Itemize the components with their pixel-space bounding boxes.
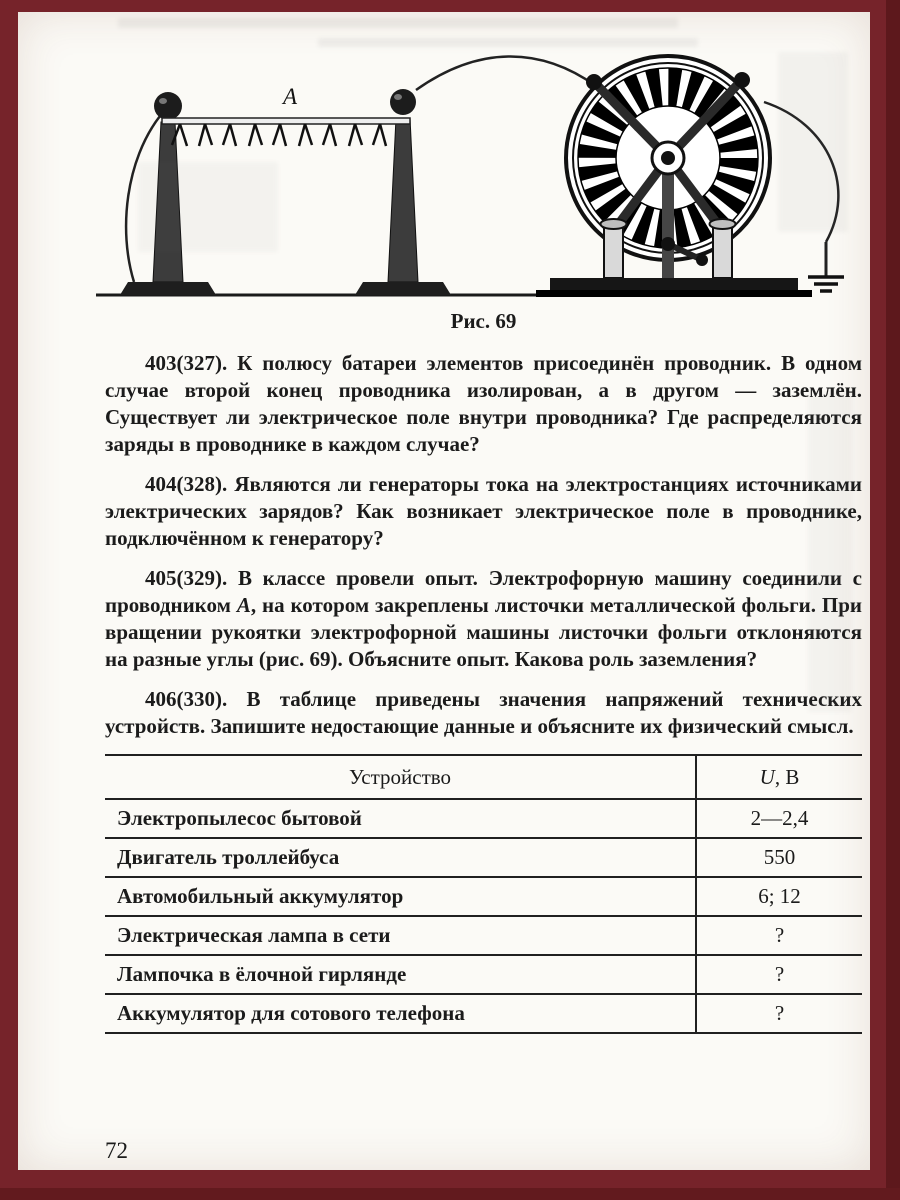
page-number: 72 (105, 1138, 128, 1163)
problem-text: В классе провели опыт. Электрофорную машину соединили с проводником (105, 566, 862, 617)
table-row (105, 955, 862, 994)
problems-text (105, 350, 862, 740)
problem-number: 406(330). (145, 687, 228, 711)
figure-caption: Рис. 69 (450, 309, 517, 333)
problem-number: 405(329). (145, 566, 228, 590)
problem-number: 404(328). (145, 472, 228, 496)
variable-a: А (236, 593, 251, 617)
value-cell: 550 (696, 838, 862, 877)
voltage-table (105, 754, 862, 1034)
problem-403 (105, 350, 862, 458)
foil-strips (172, 124, 386, 146)
collector-ball-right (734, 72, 750, 88)
collector-ball-left (586, 74, 602, 90)
device-cell: Лампочка в ёлочной гирлянде (105, 955, 696, 994)
electrophorus-machine (536, 56, 812, 297)
problem-text: , на котором закреплены листочки металлической фольги. При вращении рукоятки электрофорной машины листочки фольги отклоняются на разные углы (рис. 69). Объясните опыт. Какова роль заземления? (105, 593, 862, 671)
table-row (105, 838, 862, 877)
book-cover-edge-right (886, 0, 900, 1200)
table-row (105, 877, 862, 916)
conductor-label: A (283, 84, 298, 109)
problem-text: К полюсу батареи элементов присоединён проводник. В одном случае второй конец проводника изолирован, а в другом — заземлён. Существует ли электрическое поле внутри проводника? Где распределяются заряды в проводнике в каждом случае? (105, 351, 863, 456)
book-page (18, 12, 870, 1170)
wire-rod-to-machine (416, 56, 596, 90)
machine-base (550, 278, 798, 292)
table-header-row (105, 755, 862, 799)
book-cover-edge-bottom (0, 1188, 900, 1200)
value-cell: 2—2,4 (696, 799, 862, 838)
value-cell: ? (696, 916, 862, 955)
value-cell: 6; 12 (696, 877, 862, 916)
problem-404 (105, 471, 862, 552)
device-cell: Автомобильный аккумулятор (105, 877, 696, 916)
ground-symbol (808, 242, 844, 291)
device-cell: Электропылесос бытовой (105, 799, 696, 838)
device-cell: Двигатель троллейбуса (105, 838, 696, 877)
device-header: Устройство (105, 755, 696, 799)
value-cell: ? (696, 955, 862, 994)
problem-405 (105, 565, 862, 673)
problem-406 (105, 686, 862, 740)
page-bleed-artifact (778, 52, 848, 232)
value-cell: ? (696, 994, 862, 1033)
problem-text: Являются ли генераторы тока на электростанциях источниками электрических зарядов? Как возникает электрическое поле в проводнике, подключённом к генератору? (105, 472, 863, 550)
table-row (105, 994, 862, 1033)
problem-number: 403(327). (145, 351, 228, 375)
device-cell: Аккумулятор для сотового телефона (105, 994, 696, 1033)
voltage-header: U, В (696, 755, 862, 799)
page-bleed-artifact (318, 38, 698, 47)
problem-text: В таблице приведены значения напряжений технических устройств. Запишите недостающие данные и объясните их физический смысл. (105, 687, 863, 738)
device-cell: Электрическая лампа в сети (105, 916, 696, 955)
page-bleed-artifact (808, 392, 852, 712)
table-row (105, 916, 862, 955)
conductor-rod (162, 118, 410, 124)
page-bleed-artifact (138, 162, 278, 252)
page-bleed-artifact (118, 18, 678, 28)
table-row (105, 799, 862, 838)
